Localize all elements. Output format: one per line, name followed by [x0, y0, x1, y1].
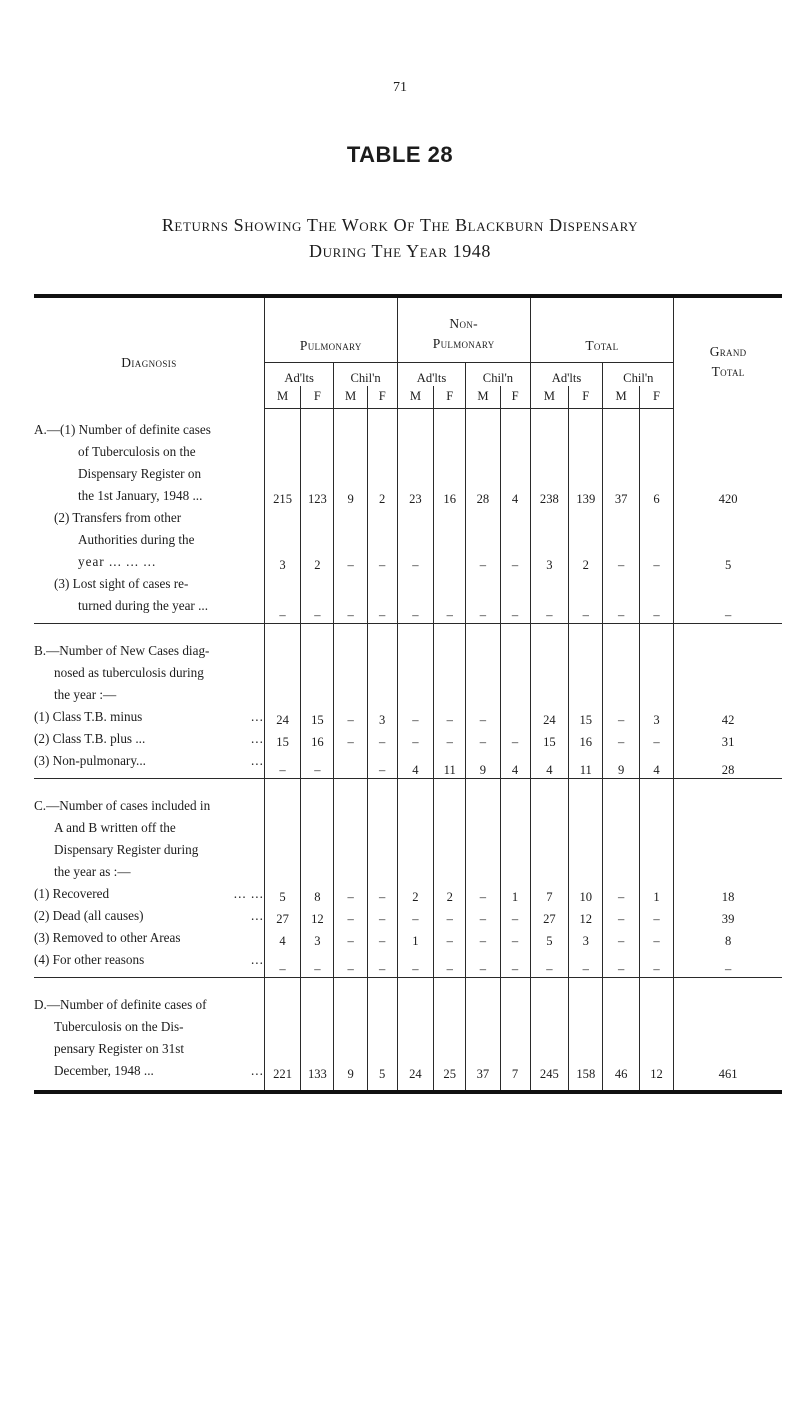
cell-pulmonary-children-f: –	[367, 507, 397, 573]
table-caption	[0, 212, 800, 264]
cell-pulmonary-children-m: –	[334, 507, 367, 573]
cell-total-children-m: –	[603, 927, 639, 949]
caption-line-1: Returns Showing The Work Of The Blackburn Dispensary	[161, 215, 639, 235]
grand-total-header-line-2: Total	[711, 364, 745, 379]
label-line: A.—(1) Number of definite cases	[34, 421, 211, 437]
cell-non-pulmonary-children-f: 4	[500, 419, 530, 507]
cell-total-adults-f: –	[569, 949, 603, 978]
cell-pulmonary-children-m: –	[334, 949, 367, 978]
section-b-row-1	[34, 706, 782, 728]
cell-non-pulmonary-adults-m: 4	[397, 750, 433, 779]
leader-dots: ...	[250, 752, 264, 768]
row-label	[34, 927, 264, 949]
cell-non-pulmonary-adults-f: 2	[434, 883, 466, 905]
cell-non-pulmonary-children-m: –	[466, 949, 500, 978]
label-line: B.—Number of New Cases diag-	[34, 642, 210, 658]
label-text: (2) Dead (all causes)	[34, 907, 144, 923]
cell-non-pulmonary-children-f: 1	[500, 883, 530, 905]
label-text: (2) Class T.B. plus ...	[34, 730, 146, 746]
cell-pulmonary-children-m	[334, 750, 367, 779]
leader-dots: ...	[250, 907, 264, 923]
sex-header-f: F	[639, 386, 673, 408]
cell-pulmonary-adults-f: –	[301, 750, 334, 779]
cell-total-adults-m: –	[530, 949, 569, 978]
cell-pulmonary-children-m: –	[334, 728, 367, 750]
pulmonary-header	[264, 296, 397, 362]
section-b-row-3	[34, 750, 782, 779]
cell-non-pulmonary-adults-f: 16	[434, 419, 466, 507]
cell-non-pulmonary-adults-m: 1	[397, 927, 433, 949]
cell-total-children-m: –	[603, 905, 639, 927]
cell-non-pulmonary-adults-f: –	[434, 706, 466, 728]
cell-pulmonary-children-m: 9	[334, 419, 367, 507]
section-divider	[34, 623, 782, 640]
cell-total-children-m: –	[603, 507, 639, 573]
caption-line-2: During The Year 1948	[309, 241, 491, 261]
section-c-row-2	[34, 905, 782, 927]
cell-total-adults-f: 2	[569, 507, 603, 573]
cell-pulmonary-children-f: –	[367, 905, 397, 927]
cell-pulmonary-children-f: 3	[367, 706, 397, 728]
cell-pulmonary-adults-m: 5	[264, 883, 300, 905]
cell-grand-total: 8	[674, 927, 782, 949]
cell-total-children-f: 6	[639, 419, 673, 507]
cell-non-pulmonary-children-m: –	[466, 573, 500, 624]
label-text: (3) Removed to other Areas	[34, 929, 181, 945]
cell-non-pulmonary-adults-m: –	[397, 905, 433, 927]
label-text: (1) Class T.B. minus	[34, 708, 143, 724]
cell-pulmonary-adults-f: 15	[301, 706, 334, 728]
label-line: the 1st January, 1948 ...	[78, 487, 203, 503]
label-line: C.—Number of cases included in	[34, 797, 211, 813]
row-label	[34, 949, 264, 978]
section-a-row-2	[34, 507, 782, 573]
cell-pulmonary-adults-f: 8	[301, 883, 334, 905]
sex-header-f: F	[301, 386, 334, 408]
cell-total-adults-f: 15	[569, 706, 603, 728]
cell-pulmonary-children-m: –	[334, 573, 367, 624]
cell-non-pulmonary-adults-m: –	[397, 728, 433, 750]
sex-header-f: F	[569, 386, 603, 408]
cell-total-adults-f: 3	[569, 927, 603, 949]
cell-non-pulmonary-adults-m: 2	[397, 883, 433, 905]
cell-non-pulmonary-adults-f: 11	[434, 750, 466, 779]
cell-non-pulmonary-adults-m: 24	[397, 994, 433, 1092]
section-divider	[34, 778, 782, 795]
section-c-intro	[34, 795, 782, 883]
section-c-row-4	[34, 949, 782, 978]
label-line: year ... ... ...	[78, 553, 157, 569]
cell-total-adults-f: 16	[569, 728, 603, 750]
cell-non-pulmonary-adults-m: –	[397, 507, 433, 573]
section-b-heading	[34, 640, 264, 706]
cell-pulmonary-children-f: –	[367, 949, 397, 978]
label-line: (3) Lost sight of cases re-	[54, 575, 189, 591]
cell-non-pulmonary-children-f: –	[500, 905, 530, 927]
cell-total-adults-m: 27	[530, 905, 569, 927]
pulmonary-children-header: Chil'n	[334, 362, 397, 386]
cell-pulmonary-adults-m: 215	[264, 419, 300, 507]
cell-non-pulmonary-children-m: 9	[466, 750, 500, 779]
cell-non-pulmonary-children-m: 28	[466, 419, 500, 507]
cell-non-pulmonary-children-m: 37	[466, 994, 500, 1092]
sex-header-m: M	[264, 386, 300, 408]
cell-grand-total: 461	[674, 994, 782, 1092]
sex-header-m: M	[530, 386, 569, 408]
header-row-groups	[34, 296, 782, 362]
cell-pulmonary-adults-f: 12	[301, 905, 334, 927]
cell-non-pulmonary-children-f: 7	[500, 994, 530, 1092]
cell-pulmonary-adults-m: 15	[264, 728, 300, 750]
cell-total-adults-m: –	[530, 573, 569, 624]
cell-total-children-f: –	[639, 573, 673, 624]
cell-total-adults-f: 11	[569, 750, 603, 779]
section-d-row	[34, 994, 782, 1092]
cell-non-pulmonary-children-f: –	[500, 573, 530, 624]
label-text: (1) Recovered	[34, 885, 110, 901]
non-pulmonary-header-line-2: Pulmonary	[432, 335, 495, 351]
row-label	[34, 905, 264, 927]
cell-total-children-m: 46	[603, 994, 639, 1092]
cell-pulmonary-children-f: –	[367, 728, 397, 750]
cell-pulmonary-adults-m: –	[264, 573, 300, 624]
cell-pulmonary-adults-m: 24	[264, 706, 300, 728]
label-line: A and B written off the	[54, 819, 176, 835]
cell-total-children-m: –	[603, 883, 639, 905]
cell-grand-total: –	[674, 949, 782, 978]
cell-grand-total: –	[674, 573, 782, 624]
pulmonary-adults-header: Ad'lts	[264, 362, 334, 386]
cell-pulmonary-adults-f: 133	[301, 994, 334, 1092]
cell-non-pulmonary-adults-f: 25	[434, 994, 466, 1092]
cell-non-pulmonary-adults-f: –	[434, 949, 466, 978]
cell-total-adults-f: 139	[569, 419, 603, 507]
cell-pulmonary-adults-f: –	[301, 573, 334, 624]
leader-dots: ... ...	[233, 885, 264, 901]
label-line: pensary Register on 31st	[54, 1040, 185, 1056]
cell-non-pulmonary-adults-m: 23	[397, 419, 433, 507]
cell-total-children-m: –	[603, 949, 639, 978]
cell-pulmonary-adults-f: 3	[301, 927, 334, 949]
section-b-intro	[34, 640, 782, 706]
diagnosis-header: Diagnosis	[34, 296, 264, 408]
sex-header-f: F	[434, 386, 466, 408]
section-a-row-3	[34, 573, 782, 624]
cell-non-pulmonary-children-m: –	[466, 883, 500, 905]
cell-total-children-m: –	[603, 728, 639, 750]
cell-non-pulmonary-children-m: –	[466, 706, 500, 728]
dispensary-returns-table	[34, 294, 782, 1094]
grand-total-header	[674, 296, 782, 408]
cell-non-pulmonary-adults-m: –	[397, 573, 433, 624]
cell-pulmonary-adults-f: 2	[301, 507, 334, 573]
table-title: TABLE 28	[346, 142, 454, 167]
cell-total-adults-f: 12	[569, 905, 603, 927]
cell-pulmonary-children-f: –	[367, 750, 397, 779]
cell-total-children-f: –	[639, 728, 673, 750]
section-b-row-2	[34, 728, 782, 750]
sex-header-f: F	[367, 386, 397, 408]
label-text: December, 1948 ...	[54, 1062, 154, 1078]
cell-total-adults-m: 238	[530, 419, 569, 507]
leader-dots: ...	[250, 951, 264, 967]
cell-non-pulmonary-children-m: –	[466, 905, 500, 927]
cell-pulmonary-adults-m: 3	[264, 507, 300, 573]
section-c-row-3	[34, 927, 782, 949]
section-c-heading	[34, 795, 264, 883]
cell-total-adults-f: 158	[569, 994, 603, 1092]
cell-grand-total: 28	[674, 750, 782, 779]
cell-total-children-f: 4	[639, 750, 673, 779]
row-label	[34, 994, 264, 1092]
cell-non-pulmonary-children-f: –	[500, 728, 530, 750]
cell-total-adults-f: 10	[569, 883, 603, 905]
leader-dots: ...	[250, 730, 264, 746]
non-pulmonary-header	[397, 296, 530, 362]
non-pulmonary-children-header: Chil'n	[466, 362, 530, 386]
cell-non-pulmonary-adults-m: –	[397, 949, 433, 978]
cell-pulmonary-children-m: –	[334, 706, 367, 728]
cell-pulmonary-children-f: –	[367, 927, 397, 949]
cell-non-pulmonary-children-f: –	[500, 927, 530, 949]
cell-total-children-m: 9	[603, 750, 639, 779]
section-divider	[34, 977, 782, 994]
label-line: Authorities during the	[78, 531, 195, 547]
cell-total-children-f: –	[639, 927, 673, 949]
label-line: Dispensary Register on	[78, 465, 202, 481]
label-text: (4) For other reasons	[34, 951, 145, 967]
cell-total-adults-m: 15	[530, 728, 569, 750]
label-line: D.—Number of definite cases of	[34, 996, 207, 1012]
cell-pulmonary-adults-m: –	[264, 750, 300, 779]
cell-non-pulmonary-adults-f: –	[434, 905, 466, 927]
cell-total-children-f: 12	[639, 994, 673, 1092]
cell-pulmonary-adults-m: 27	[264, 905, 300, 927]
non-pulmonary-header-line-1: Non-	[449, 315, 478, 331]
pulmonary-header-text: Pulmonary	[299, 337, 362, 353]
label-line: nosed as tuberculosis during	[54, 664, 204, 680]
cell-total-children-f: –	[639, 949, 673, 978]
label-line: the year as :—	[54, 863, 131, 879]
cell-non-pulmonary-children-f: 4	[500, 750, 530, 779]
cell-total-adults-m: 4	[530, 750, 569, 779]
cell-non-pulmonary-children-f	[500, 706, 530, 728]
cell-pulmonary-children-m: 9	[334, 994, 367, 1092]
cell-total-adults-m: 245	[530, 994, 569, 1092]
cell-total-children-m: –	[603, 706, 639, 728]
cell-total-children-f: –	[639, 507, 673, 573]
sex-header-m: M	[397, 386, 433, 408]
row-label	[34, 507, 264, 573]
row-label	[34, 419, 264, 507]
sex-header-m: M	[466, 386, 500, 408]
total-children-header: Chil'n	[603, 362, 674, 386]
cell-pulmonary-children-f: –	[367, 573, 397, 624]
cell-total-adults-m: 24	[530, 706, 569, 728]
cell-total-adults-m: 3	[530, 507, 569, 573]
cell-pulmonary-children-f: 5	[367, 994, 397, 1092]
leader-dots: ...	[250, 1062, 264, 1078]
label-line: Dispensary Register during	[54, 841, 199, 857]
cell-grand-total: 39	[674, 905, 782, 927]
cell-non-pulmonary-children-m: –	[466, 927, 500, 949]
row-label	[34, 573, 264, 624]
cell-pulmonary-adults-f: 123	[301, 419, 334, 507]
cell-pulmonary-children-m: –	[334, 883, 367, 905]
cell-grand-total: 420	[674, 419, 782, 507]
page-number: 71	[393, 80, 407, 95]
cell-grand-total: 5	[674, 507, 782, 573]
cell-total-children-f: –	[639, 905, 673, 927]
label-line: turned during the year ...	[78, 597, 209, 613]
leader-dots: ...	[250, 708, 264, 724]
sex-header-f: F	[500, 386, 530, 408]
cell-pulmonary-children-f: 2	[367, 419, 397, 507]
label-line: the year :—	[54, 686, 117, 702]
spacer-row	[34, 408, 782, 419]
cell-total-children-f: 1	[639, 883, 673, 905]
cell-total-children-f: 3	[639, 706, 673, 728]
cell-grand-total: 18	[674, 883, 782, 905]
cell-total-adults-m: 5	[530, 927, 569, 949]
row-label	[34, 883, 264, 905]
cell-grand-total: 31	[674, 728, 782, 750]
cell-non-pulmonary-adults-f: –	[434, 573, 466, 624]
cell-non-pulmonary-adults-f	[434, 507, 466, 573]
cell-pulmonary-children-m: –	[334, 905, 367, 927]
cell-non-pulmonary-children-m: –	[466, 728, 500, 750]
cell-total-adults-m: 7	[530, 883, 569, 905]
total-header	[530, 296, 674, 362]
cell-grand-total: 42	[674, 706, 782, 728]
total-adults-header: Ad'lts	[530, 362, 603, 386]
label-line: (2) Transfers from other	[54, 509, 182, 525]
cell-pulmonary-adults-m: –	[264, 949, 300, 978]
cell-non-pulmonary-children-f: –	[500, 949, 530, 978]
cell-total-children-m: 37	[603, 419, 639, 507]
row-label	[34, 750, 264, 779]
cell-pulmonary-adults-f: –	[301, 949, 334, 978]
sex-header-m: M	[334, 386, 367, 408]
label-line: of Tuberculosis on the	[78, 443, 196, 459]
label-text: (3) Non-pulmonary...	[34, 752, 146, 768]
cell-total-adults-f: –	[569, 573, 603, 624]
label-line: Tuberculosis on the Dis-	[54, 1018, 184, 1034]
cell-pulmonary-children-m: –	[334, 927, 367, 949]
cell-total-children-m: –	[603, 573, 639, 624]
total-header-text: Total	[585, 337, 619, 353]
cell-non-pulmonary-adults-m: –	[397, 706, 433, 728]
cell-pulmonary-adults-m: 221	[264, 994, 300, 1092]
cell-non-pulmonary-children-f: –	[500, 507, 530, 573]
cell-non-pulmonary-adults-f: –	[434, 927, 466, 949]
non-pulmonary-adults-header: Ad'lts	[397, 362, 466, 386]
cell-non-pulmonary-children-m: –	[466, 507, 500, 573]
sex-header-m: M	[603, 386, 639, 408]
row-label	[34, 728, 264, 750]
cell-pulmonary-children-f: –	[367, 883, 397, 905]
section-a-row-1	[34, 419, 782, 507]
section-c-row-1	[34, 883, 782, 905]
row-label	[34, 706, 264, 728]
grand-total-header-line-1: Grand	[709, 344, 747, 359]
cell-non-pulmonary-adults-f: –	[434, 728, 466, 750]
cell-pulmonary-adults-m: 4	[264, 927, 300, 949]
cell-pulmonary-adults-f: 16	[301, 728, 334, 750]
